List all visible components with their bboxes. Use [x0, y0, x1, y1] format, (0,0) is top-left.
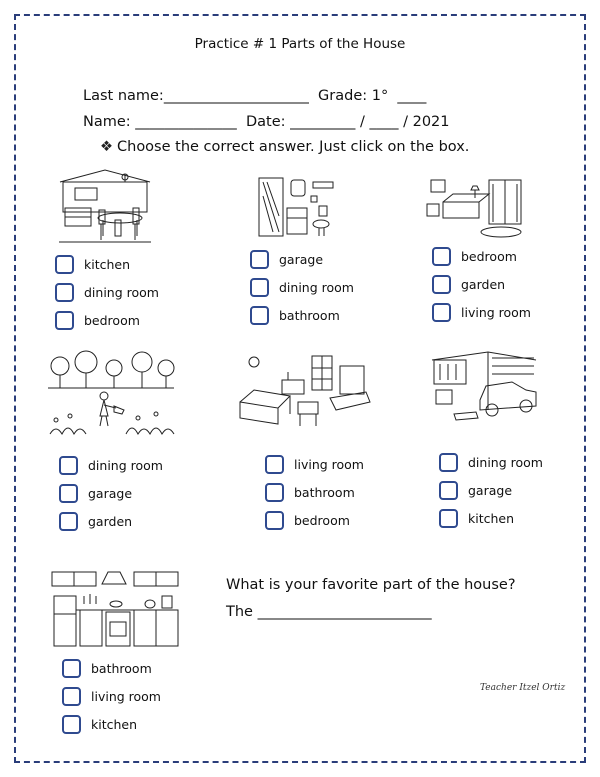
- checkbox[interactable]: [439, 509, 458, 528]
- bedroom-picture: [425, 176, 525, 240]
- name-date-line: Name: ______________ Date: _________ / ____ / 2021: [83, 114, 450, 130]
- checkbox[interactable]: [62, 715, 81, 734]
- bathroom-picture: [257, 176, 337, 240]
- q4-option-3[interactable]: garden: [59, 509, 132, 533]
- kitchen-picture: [50, 568, 180, 648]
- dining-room-picture: [55, 168, 155, 244]
- q4-option-2[interactable]: garage: [59, 481, 132, 505]
- last-name-grade-line: Last name:____________________ Grade: 1° ____: [83, 88, 427, 104]
- teacher-signature: Teacher Itzel Ortiz: [480, 683, 566, 693]
- checkbox[interactable]: [250, 250, 269, 269]
- q6-option-2[interactable]: garage: [439, 478, 512, 502]
- q1-option-2[interactable]: dining room: [55, 280, 159, 304]
- checkbox[interactable]: [59, 484, 78, 503]
- checkbox[interactable]: [265, 511, 284, 530]
- q1-option-1[interactable]: kitchen: [55, 252, 130, 276]
- q6-option-1[interactable]: dining room: [439, 450, 543, 474]
- q7-option-3[interactable]: kitchen: [62, 712, 137, 736]
- q3-option-3[interactable]: living room: [432, 300, 531, 324]
- checkbox[interactable]: [432, 303, 451, 322]
- checkbox[interactable]: [59, 456, 78, 475]
- q2-option-3[interactable]: bathroom: [250, 303, 340, 327]
- favorite-answer-line[interactable]: The ________________________: [226, 604, 432, 620]
- q3-option-1[interactable]: bedroom: [432, 244, 517, 268]
- checkbox[interactable]: [59, 512, 78, 531]
- q7-option-2[interactable]: living room: [62, 684, 161, 708]
- checkbox[interactable]: [439, 481, 458, 500]
- checkbox[interactable]: [432, 275, 451, 294]
- diamond-bullet-icon: ❖: [100, 139, 113, 155]
- q5-option-2[interactable]: bathroom: [265, 480, 355, 504]
- q6-option-3[interactable]: kitchen: [439, 506, 514, 530]
- garden-picture: [46, 350, 176, 436]
- instruction-text: Choose the correct answer. Just click on the box.: [117, 139, 470, 155]
- q5-option-3[interactable]: bedroom: [265, 508, 350, 532]
- checkbox[interactable]: [250, 278, 269, 297]
- garage-picture: [428, 350, 540, 422]
- checkbox[interactable]: [265, 455, 284, 474]
- checkbox[interactable]: [265, 483, 284, 502]
- checkbox[interactable]: [432, 247, 451, 266]
- checkbox[interactable]: [439, 453, 458, 472]
- checkbox[interactable]: [250, 306, 269, 325]
- instruction: [100, 139, 469, 155]
- living-room-picture: [236, 352, 372, 432]
- q5-option-1[interactable]: living room: [265, 452, 364, 476]
- q2-option-1[interactable]: garage: [250, 247, 323, 271]
- q1-option-3[interactable]: bedroom: [55, 308, 140, 332]
- q3-option-2[interactable]: garden: [432, 272, 505, 296]
- checkbox[interactable]: [55, 283, 74, 302]
- checkbox[interactable]: [62, 659, 81, 678]
- checkbox[interactable]: [55, 311, 74, 330]
- worksheet-title: Practice # 1 Parts of the House: [194, 36, 406, 52]
- checkbox[interactable]: [62, 687, 81, 706]
- q2-option-2[interactable]: dining room: [250, 275, 354, 299]
- q4-option-1[interactable]: dining room: [59, 453, 163, 477]
- q7-option-1[interactable]: bathroom: [62, 656, 152, 680]
- favorite-question: What is your favorite part of the house?: [226, 577, 516, 593]
- checkbox[interactable]: [55, 255, 74, 274]
